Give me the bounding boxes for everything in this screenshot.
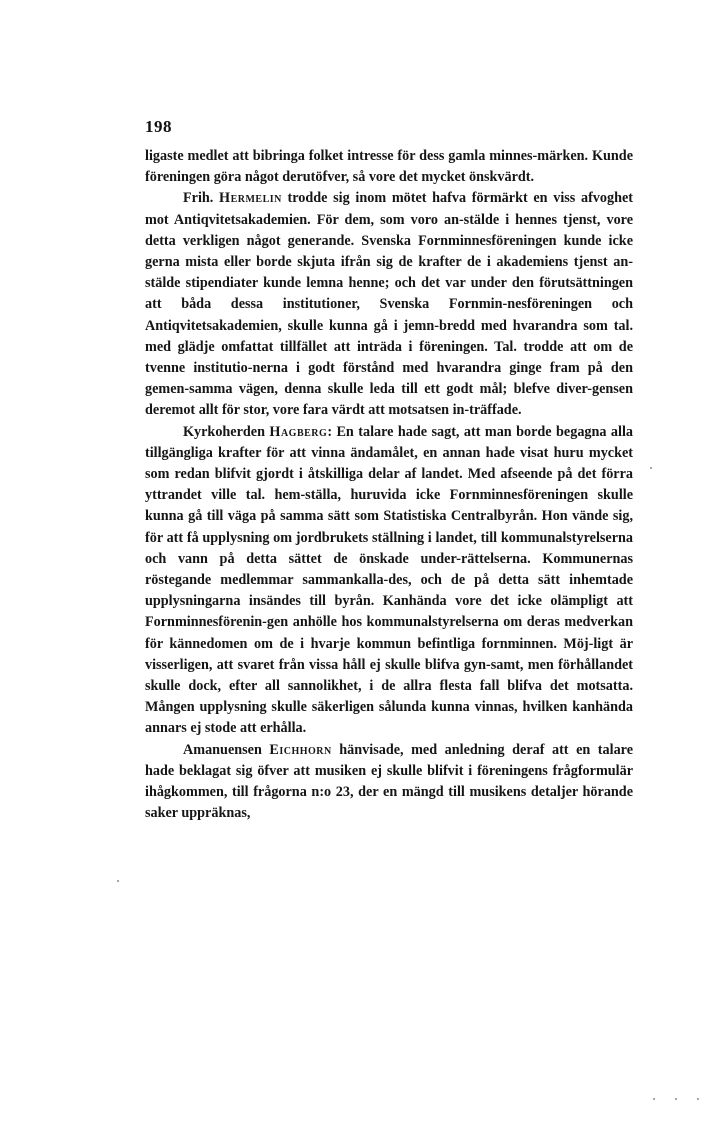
print-speck <box>675 1098 677 1100</box>
paragraph <box>145 740 633 825</box>
speaker-name: Hermelin <box>219 190 282 207</box>
print-speck <box>650 467 652 469</box>
speaker-name: Hagberg <box>269 423 328 440</box>
paragraph-text: trodde sig inom mötet hafva förmärkt en viss afvoghet mot Antiqvitetsakademien. För dem, som voro an-stälde i hennes tjenst, vore detta verkligen något generande. Svenska Fornminnesföreningen kunde icke gerna mista eller borde skjuta ifrån sig de krafter de i akademiens tjenst an-stälde stipendiater kunde lemna henne; och det var under den förutsättningen att båda dessa institutioner, Svenska Fornmin-nesföreningen och Antiqvitetsakademien, skulle kunna gå i jemn-bredd med hvarandra som tal. med glädje omfattat tillfället att inträda i föreningen. Tal. trodde att om de tvenne institutio-nerna i godt förstånd med hvarandra ginge fram på den gemen-samma vägen, denna skulle leda till ett godt mål; blefve diver-gensen deremot allt för stor, vore fara värdt att motsatsen in-träffade. <box>145 190 633 419</box>
paragraph-text: : En talare hade sagt, att man borde begagna alla tillgängliga krafter för att vinna ändamålet, en annan hade visat huru mycket som redan blifvit gjordt i åtskilliga delar af landet. Med afseende på det förra yttrandet ville tal. hem-ställa, huruvida icke Fornminnesföreningen skulle kunna gå till väga på samma sätt som Statistiska Centralbyrån. Hon vände sig, för att få upplysning om jordbrukets ställning i landet, till kommunalstyrelserna och vann på detta sättet de önskade under-rättelserna. Kommunernas röstegande medlemmar sammankalla-des, och de på detta sätt inhemtade upplysningarna insändes till byrån. Kanhända vore det icke olämpligt att Fornminnesförenin-gen anhölle hos kommunalstyrelserna om deras medverkan för kännedomen om de i hvarje kommun befintliga fornminnen. Möj-ligt är visserligen, att svaret från vissa håll ej skulle blifva gyn-samt, men förhållandet skulle dock, efter all sannolikhet, i de allra flesta fall blifva det motsatta. Mången upplysning skulle säkerligen sålunda kunna vinnas, hvilken kanhända annars ej stode att erhålla. <box>145 423 633 737</box>
print-speck <box>653 1098 655 1100</box>
body-text <box>145 146 633 825</box>
paragraph <box>145 146 633 188</box>
print-speck <box>117 880 119 882</box>
print-speck <box>697 1098 699 1100</box>
speaker-name: Eichhorn <box>269 741 332 758</box>
page-number: 198 <box>145 117 172 136</box>
paragraph-text: ligaste medlet att bibringa folket intresse för dess gamla minnes-märken. Kunde föreningen göra något derutöfver, så vore det mycket önskvärdt. <box>145 148 633 186</box>
paragraph-text: Kyrkoherden <box>183 423 270 440</box>
paragraph <box>145 422 633 740</box>
paragraph-text: Amanuensen <box>183 741 270 758</box>
paragraph <box>145 188 633 421</box>
paragraph-text: Frih. <box>183 190 220 207</box>
paragraph-text: hänvisade, med anledning deraf att en talare hade beklagat sig öfver att musiken ej skulle blifvit i föreningens frågformulär ihågkommen, till frågorna n:o 23, der en mängd till musikens detaljer hörande saker uppräknas, <box>145 741 633 822</box>
